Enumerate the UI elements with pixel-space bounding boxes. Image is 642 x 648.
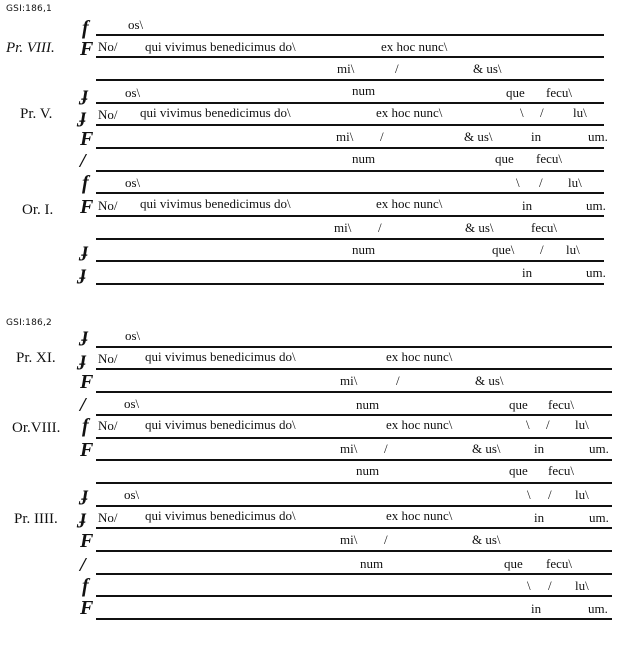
syllable: No/ xyxy=(98,351,118,366)
clef-glyph: f xyxy=(82,172,89,194)
syllable: in xyxy=(522,265,533,280)
syllable: No/ xyxy=(98,418,118,433)
syllable: mi\ xyxy=(340,373,358,388)
syllable: lu\ xyxy=(568,175,582,190)
staff-rule xyxy=(96,550,612,552)
syllable: os\ xyxy=(124,487,140,502)
tone-label: Or. I. xyxy=(22,202,54,218)
staff-rule xyxy=(96,618,612,620)
syllable: num xyxy=(352,151,376,166)
staff-rule xyxy=(96,391,612,393)
syllable: in xyxy=(522,198,533,213)
syllable: que xyxy=(504,556,523,571)
syllable: / xyxy=(540,105,544,120)
clef-glyph: / xyxy=(80,554,86,576)
staff-rule xyxy=(96,56,604,58)
syllable: / xyxy=(548,487,552,502)
syllable: que xyxy=(495,151,514,166)
tone-label: Pr. V. xyxy=(20,106,53,122)
clef-glyph: f xyxy=(82,415,89,437)
tone-label: Or.VIII. xyxy=(12,420,61,436)
syllable: ex hoc nunc\ xyxy=(376,105,443,120)
staff-rule xyxy=(96,368,612,370)
syllable: & us\ xyxy=(464,129,493,144)
syllable: \ xyxy=(527,578,531,593)
syllable: lu\ xyxy=(566,242,580,257)
tone-label: Pr. VIII. xyxy=(6,40,55,56)
syllable: os\ xyxy=(125,175,141,190)
staff-rule xyxy=(96,414,612,416)
syllable: / xyxy=(384,441,388,456)
staff-rule xyxy=(96,527,612,529)
syllable: fecu\ xyxy=(548,397,574,412)
clef-glyph: / xyxy=(80,150,86,172)
section-caption-1: GSI:186,1 xyxy=(6,4,52,14)
clef-glyph: ɟ xyxy=(82,324,88,346)
syllable: mi\ xyxy=(334,220,352,235)
syllable: fecu\ xyxy=(548,463,574,478)
syllable: um. xyxy=(586,265,606,280)
syllable: ex hoc nunc\ xyxy=(376,196,443,211)
clef-glyph: F xyxy=(80,439,94,461)
syllable: & us\ xyxy=(472,441,501,456)
staff-rule xyxy=(96,260,604,262)
syllable: os\ xyxy=(124,396,140,411)
syllable: num xyxy=(356,463,380,478)
syllable: um. xyxy=(589,441,609,456)
syllable: in xyxy=(534,510,545,525)
clef-glyph: ɟ xyxy=(80,105,86,127)
syllable: No/ xyxy=(98,510,118,525)
syllable: que xyxy=(509,397,528,412)
clef-glyph: ɟ xyxy=(80,262,86,284)
syllable: qui vivimus benedicimus do\ xyxy=(145,39,296,54)
clef-glyph: F xyxy=(80,38,94,60)
syllable: qui vivimus benedicimus do\ xyxy=(145,508,296,523)
clef-glyph: F xyxy=(80,128,94,150)
syllable: No/ xyxy=(98,107,118,122)
syllable: lu\ xyxy=(575,578,589,593)
staff-rule xyxy=(96,283,604,285)
syllable: ex hoc nunc\ xyxy=(386,417,453,432)
clef-glyph: f xyxy=(82,575,89,597)
syllable: qui vivimus benedicimus do\ xyxy=(140,196,291,211)
staff-rule xyxy=(96,505,612,507)
syllable: fecu\ xyxy=(546,556,572,571)
syllable: / xyxy=(396,373,400,388)
staff-rule xyxy=(96,124,604,126)
syllable: in xyxy=(534,441,545,456)
syllable: que xyxy=(506,85,525,100)
staff-rule xyxy=(96,170,604,172)
clef-glyph: ɟ xyxy=(82,83,88,105)
syllable: mi\ xyxy=(336,129,354,144)
syllable: num xyxy=(356,397,380,412)
syllable: lu\ xyxy=(575,417,589,432)
syllable: & us\ xyxy=(465,220,494,235)
syllable: mi\ xyxy=(337,61,355,76)
syllable: / xyxy=(378,220,382,235)
syllable: um. xyxy=(589,510,609,525)
clef-glyph: ɟ xyxy=(80,348,86,370)
staff-rule xyxy=(96,34,604,36)
syllable: ex hoc nunc\ xyxy=(381,39,448,54)
syllable: ex hoc nunc\ xyxy=(386,349,453,364)
staff-rule xyxy=(96,147,604,149)
syllable: & us\ xyxy=(472,532,501,547)
clef-glyph: F xyxy=(80,530,94,552)
syllable: um. xyxy=(586,198,606,213)
syllable: mi\ xyxy=(340,441,358,456)
syllable: os\ xyxy=(128,17,144,32)
syllable: No/ xyxy=(98,198,118,213)
syllable: / xyxy=(548,578,552,593)
syllable: qui vivimus benedicimus do\ xyxy=(145,349,296,364)
syllable: / xyxy=(384,532,388,547)
syllable: \ xyxy=(520,105,524,120)
syllable: & us\ xyxy=(473,61,502,76)
syllable: / xyxy=(546,417,550,432)
syllable: um. xyxy=(588,129,608,144)
syllable: um. xyxy=(588,601,608,616)
clef-glyph: F xyxy=(80,196,94,218)
clef-glyph: f xyxy=(82,17,89,39)
syllable: fecu\ xyxy=(546,85,572,100)
staff-rule xyxy=(96,238,604,240)
clef-glyph: / xyxy=(80,394,86,416)
clef-glyph: ɟ xyxy=(82,239,88,261)
staff-rule xyxy=(96,482,612,484)
syllable: num xyxy=(352,83,376,98)
syllable: num xyxy=(352,242,376,257)
syllable: mi\ xyxy=(340,532,358,547)
clef-glyph: ɟ xyxy=(80,506,86,528)
staff-rule xyxy=(96,459,612,461)
syllable: lu\ xyxy=(573,105,587,120)
syllable: lu\ xyxy=(575,487,589,502)
tone-label: Pr. IIII. xyxy=(14,511,58,527)
syllable: os\ xyxy=(125,85,141,100)
clef-glyph: ɟ xyxy=(82,483,88,505)
syllable: / xyxy=(539,175,543,190)
syllable: No/ xyxy=(98,39,118,54)
syllable: / xyxy=(395,61,399,76)
clef-glyph: F xyxy=(80,597,94,619)
syllable: / xyxy=(380,129,384,144)
tone-label: Pr. XI. xyxy=(16,350,56,366)
clef-glyph: F xyxy=(80,371,94,393)
staff-rule xyxy=(96,192,604,194)
syllable: \ xyxy=(516,175,520,190)
syllable: ex hoc nunc\ xyxy=(386,508,453,523)
staff-rule xyxy=(96,79,604,81)
syllable: in xyxy=(531,601,542,616)
syllable: fecu\ xyxy=(536,151,562,166)
syllable: / xyxy=(540,242,544,257)
syllable: \ xyxy=(526,417,530,432)
syllable: \ xyxy=(527,487,531,502)
syllable: fecu\ xyxy=(531,220,557,235)
syllable: & us\ xyxy=(475,373,504,388)
syllable: qui vivimus benedicimus do\ xyxy=(140,105,291,120)
section-caption-2: GSI:186,2 xyxy=(6,318,52,328)
syllable: qui vivimus benedicimus do\ xyxy=(145,417,296,432)
staff-rule xyxy=(96,437,612,439)
staff-rule xyxy=(96,346,612,348)
syllable: os\ xyxy=(125,328,141,343)
syllable: num xyxy=(360,556,384,571)
staff-rule xyxy=(96,215,604,217)
syllable: que\ xyxy=(492,242,515,257)
syllable: que xyxy=(509,463,528,478)
staff-rule xyxy=(96,573,612,575)
staff-rule xyxy=(96,595,612,597)
syllable: in xyxy=(531,129,542,144)
staff-rule xyxy=(96,102,604,104)
